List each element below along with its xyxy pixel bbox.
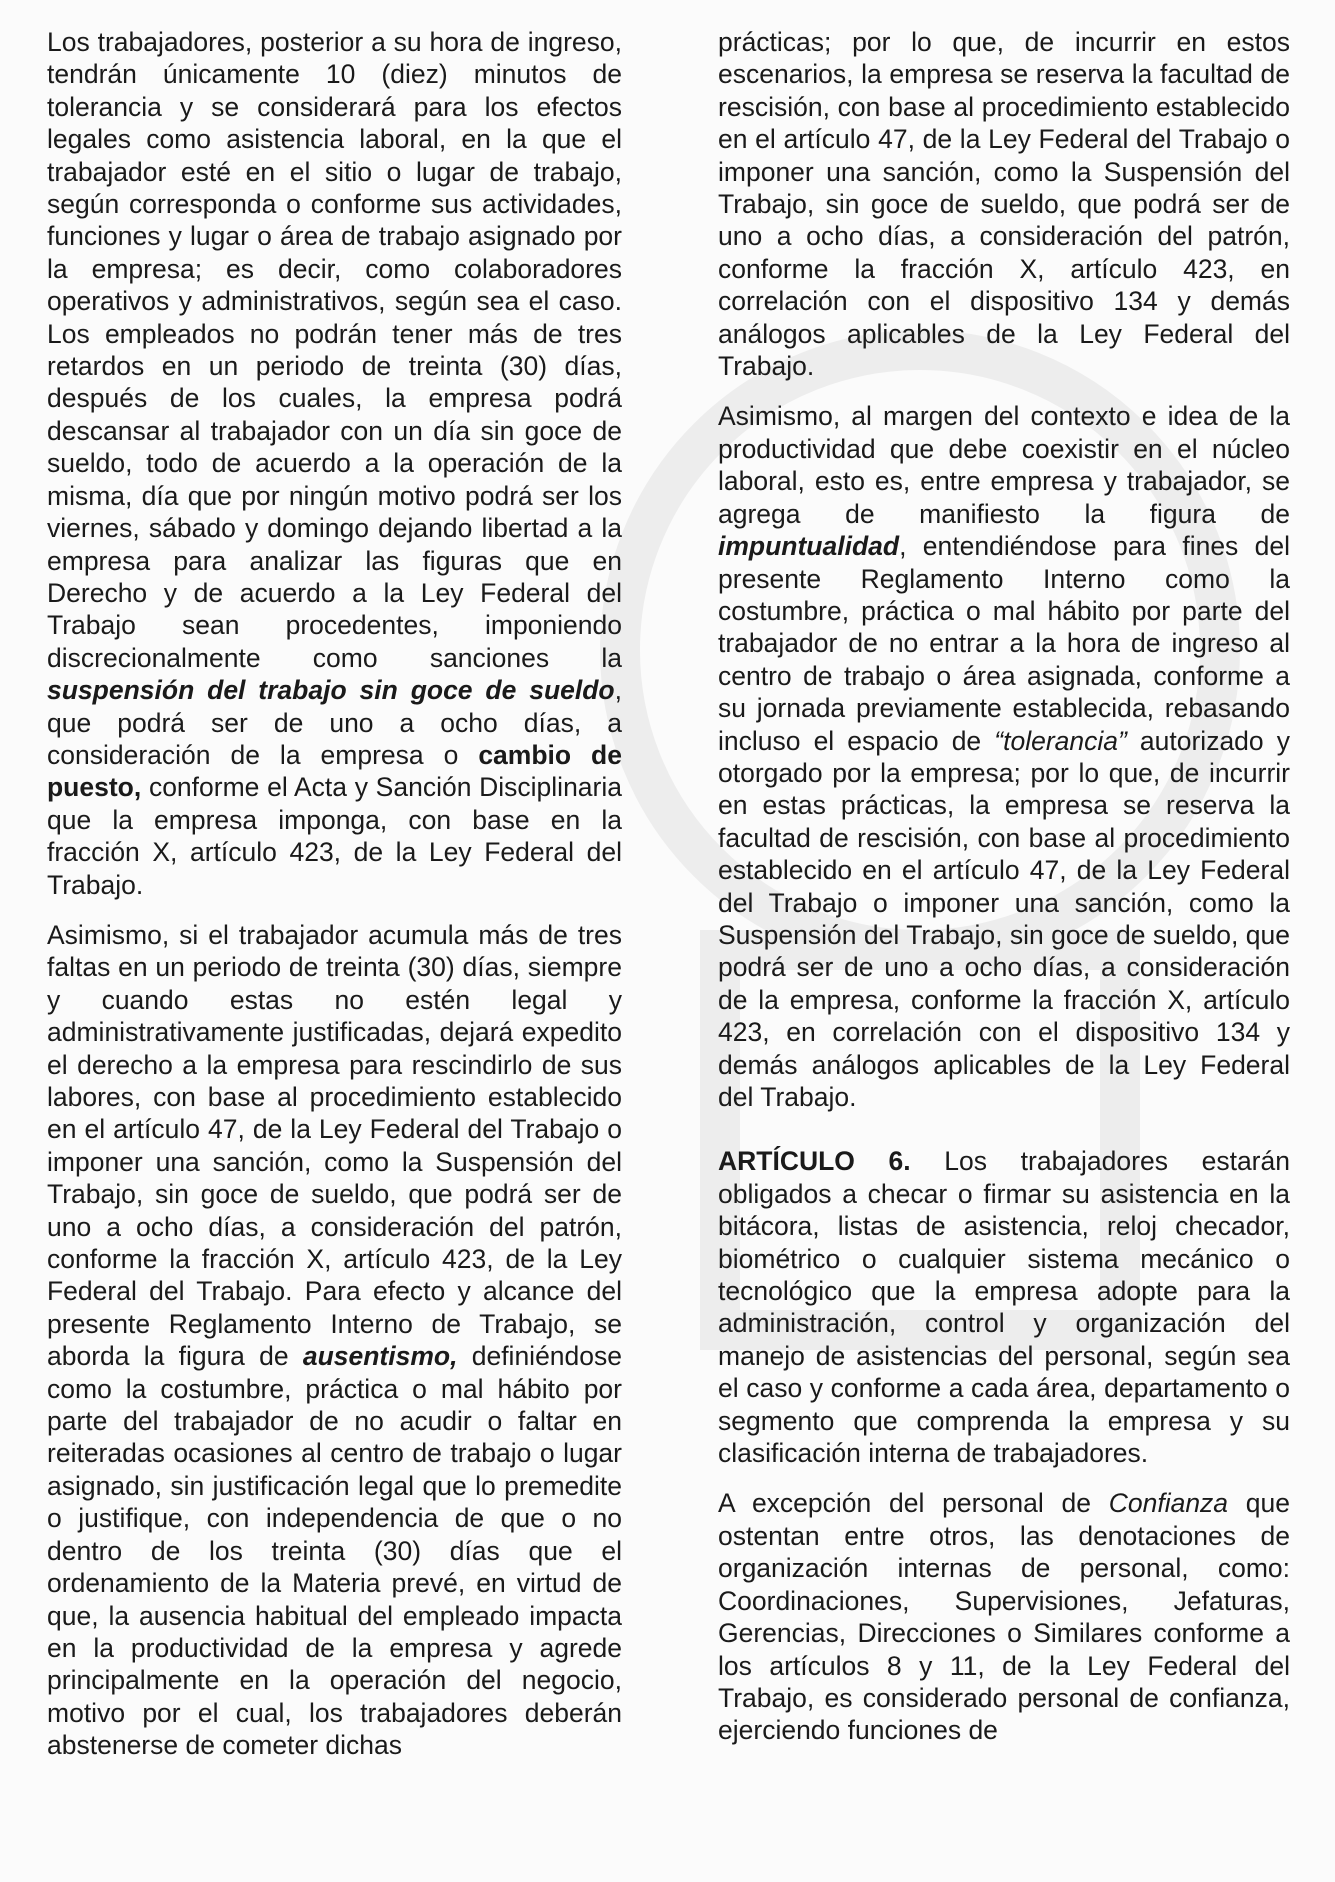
text-segment: es considerado personal de confianza, ejerciendo funciones de	[718, 1682, 1290, 1746]
emphasis-tolerancia: “tolerancia”	[994, 725, 1127, 756]
emphasis-ausentismo: ausentismo,	[302, 1341, 458, 1372]
text-segment: conforme el Acta y Sanción Disciplinaria que la empresa imponga, con base en la fracción X, artículo 423, de la Ley Federal del Trabajo.	[47, 772, 622, 900]
text-segment: Los trabajadores, posterior a su hora de ingreso, tendrán únicamente 10 (diez) minutos de tolerancia y se considerará para los efectos legales como asistencia laboral, en la que el trabajador esté en el sitio o lugar de trabajo, según corresponda o conforme sus actividades, funciones y lugar o área de trabajo asignado por la empresa; es decir, como colaboradores operativos y administrativos, según sea el caso. Los empleados no podrán tener más de tres retardos en un periodo de treinta (30) días, después de los cuales, la empresa podrá descansar al trabajador con un día sin goce de sueldo, todo de acuerdo a la operación de la misma, día que por ningún motivo podrá ser los viernes, sábado y domingo dejando libertad a la empresa para analizar las figuras que en Derecho y de acuerdo a la Ley Federal del Trabajo sean procedentes, imponiendo discrecionalmente como sanciones la	[47, 27, 622, 673]
text-segment: autorizado y otorgado por la empresa; por lo que, de incurrir en estas prácticas, la empresa se reserva la facultad de rescisión, con base al procedimiento establecido en el artículo 47, de la Ley Federal del Trabajo o imponer una sanción, como la Suspensión del Trabajo, sin goce de sueldo, que podrá ser de uno a ocho días, a consideración de la empresa, conforme la fracción X, artículo 423, en correlación con el dispositivo 134 y demás análogos aplicables de la Ley Federal del Trabajo.	[718, 725, 1290, 1112]
emphasis-impuntualidad: impuntualidad	[718, 531, 900, 562]
paragraph-confianza	[718, 1487, 1290, 1746]
text-segment: A excepción del personal de	[718, 1488, 1109, 1519]
text-segment: Asimismo, si el trabajador acumula más de tres faltas en un periodo de treinta (30) días, siempre y cuando estas no estén legal y administrativamente justificadas, dejará expedito el derecho a la empresa para rescindirlo de sus labores, con base al procedimiento establecido en el artículo 47, de la Ley Federal del Trabajo o imponer una sanción, como la Suspensión del Trabajo, sin goce de sueldo, que podrá ser de uno a ocho días, a consideración del patrón, conforme la fracción X, artículo 423, de la Ley Federal del Trabajo. Para efecto y alcance del presente Reglamento Interno de Trabajo, se aborda la figura de	[47, 919, 622, 1372]
paragraph-impuntualidad	[718, 400, 1290, 1113]
emphasis-cambio-de-puesto: cambio de puesto,	[47, 739, 622, 803]
text-segment: , que podrá ser de uno a ocho días, a consideración de la empresa o	[47, 675, 622, 770]
paragraph-articulo-6	[718, 1145, 1290, 1469]
paragraph-tolerancia	[47, 26, 622, 901]
article-heading: ARTÍCULO 6.	[718, 1146, 911, 1177]
right-column	[718, 26, 1290, 1765]
text-segment: , entendiéndose para fines del presente Reglamento Interno como la costumbre, práctica o mal hábito por parte del trabajador de no entrar a la hora de ingreso al centro de trabajo o área asignada, conforme a su jornada previamente establecida, rebasando incluso el espacio de	[718, 531, 1290, 756]
paragraph-practicas: prácticas; por lo que, de incurrir en estos escenarios, la empresa se reserva la facultad de rescisión, con base al procedimiento establecido en el artículo 47, de la Ley Federal del Trabajo o imponer una sanción, como la Suspensión del Trabajo, sin goce de sueldo, que podrá ser de uno a ocho días, a consideración del patrón, conforme la fracción X, artículo 423, en correlación con el dispositivo 134 y demás análogos aplicables de la Ley Federal del Trabajo.	[718, 27, 1290, 382]
text-segment: Asimismo, al margen del contexto e idea de la productividad que debe coexistir en el núcleo laboral, esto es, entre empresa y trabajador, se agrega de manifiesto la figura de	[718, 401, 1290, 529]
emphasis-confianza: Confianza	[1108, 1488, 1229, 1519]
text-segment: definiéndose como la costumbre, práctica o mal hábito por parte del trabajador de no acudir o faltar en reiteradas ocasiones al centro de trabajo o lugar asignado, sin justificación legal que lo premedite o justifique, con independencia de que o no dentro de los treinta (30) días que el ordenamiento de la Materia prevé, en virtud de que, la ausencia habitual del empleado impacta en la productividad de la empresa y agrede principalmente en la operación del negocio, motivo por el cual, los trabajadores deberán abstenerse de cometer dichas	[47, 1341, 623, 1761]
left-column	[47, 26, 622, 1780]
emphasis-suspension: suspensión del trabajo sin goce de sueldo	[47, 675, 615, 706]
paragraph-faltas	[47, 919, 622, 1762]
text-segment: que ostentan entre otros, las denotaciones de organización internas de personal, como: Coordinaciones, Supervisiones, Jefaturas, Gerencias, Direcciones o Similares conforme a los artículos 8 y 11, de la Ley Federal del Trabajo,	[718, 1488, 1290, 1713]
text-segment: Los trabajadores estarán obligados a checar o firmar su asistencia en la bitácora, listas de asistencia, reloj checador, biométrico o cualquier sistema mecánico o tecnológico que la empresa adopte para la administración, control y organización del manejo de asistencias del personal, según sea el caso y conforme a cada área, departamento o segmento que comprenda la empresa y su clasificación interna de trabajadores.	[718, 1146, 1290, 1469]
